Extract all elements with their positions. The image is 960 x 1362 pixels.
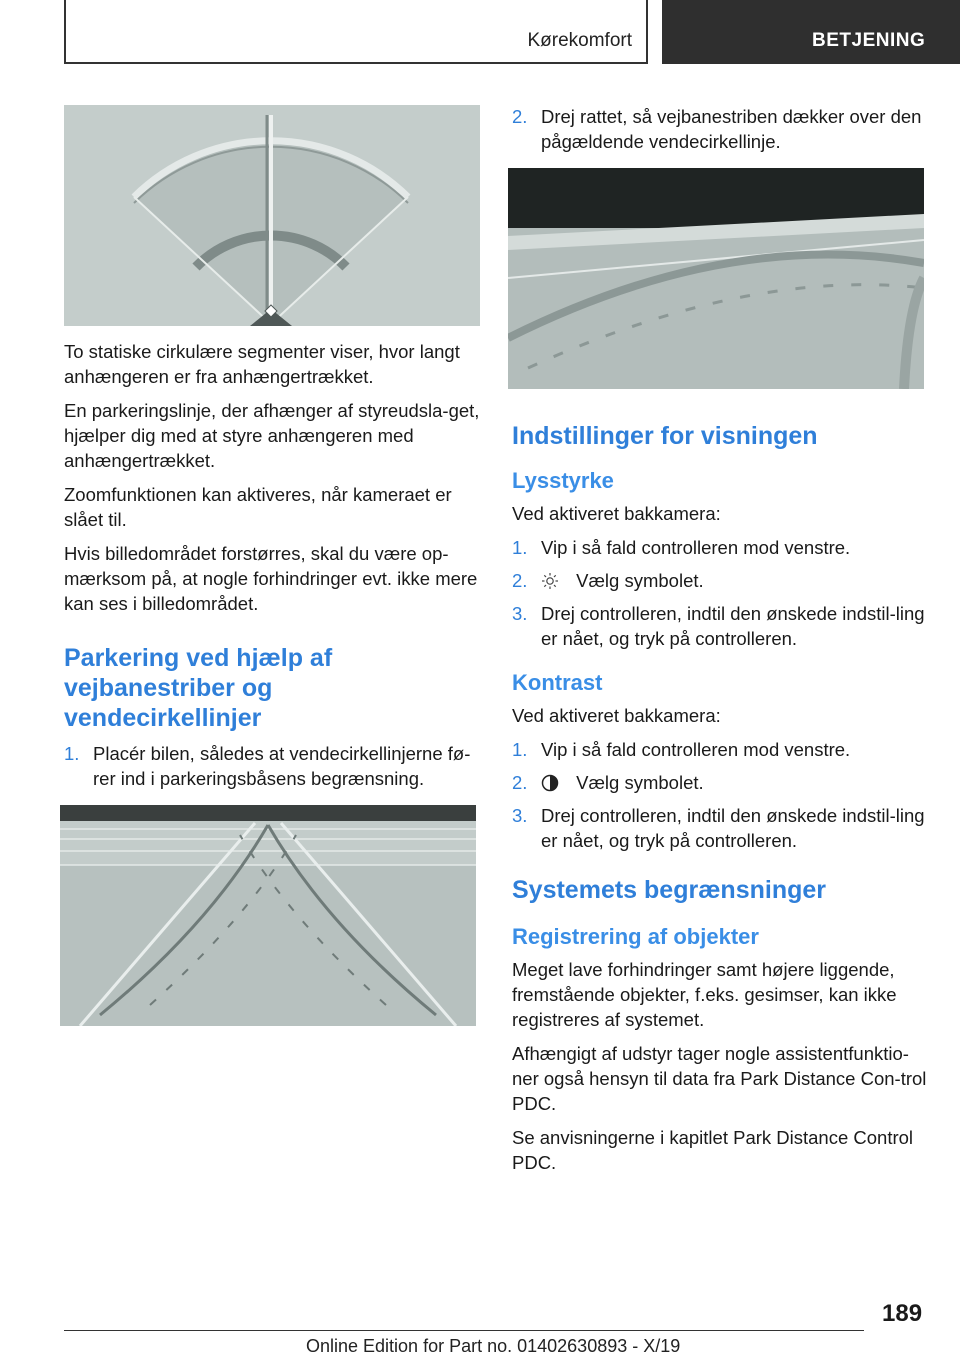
figure-turning-circle-lines bbox=[60, 805, 476, 1026]
header-chapter-title: BETJENING bbox=[812, 30, 926, 51]
step-number: 1. bbox=[512, 537, 528, 558]
left-column bbox=[64, 105, 484, 1026]
step-number: 2. bbox=[512, 106, 528, 127]
list-item bbox=[512, 104, 928, 154]
step-number: 2. bbox=[512, 570, 528, 591]
paragraph: Hvis billedområdet forstørres, skal du være op-mærksom på, at nogle forhindringer evt. ikke mere kan ses i billedområdet. bbox=[64, 543, 478, 614]
step-number: 3. bbox=[512, 603, 528, 624]
paragraph: En parkeringslinje, der afhænger af styreudsla-get, hjælper dig med at styre anhængeren med anhængertrækket. bbox=[64, 400, 480, 471]
page-number: 189 bbox=[882, 1300, 923, 1327]
step-text: Drej controlleren, indtil den ønskede indstil-ling er nået, og tryk på controlleren. bbox=[541, 805, 925, 851]
figure-trailer-segments bbox=[64, 105, 480, 326]
heading-system-limits: Systemets begrænsninger bbox=[512, 876, 826, 904]
list-item bbox=[512, 737, 928, 762]
step-text: Placér bilen, således at vendecirkellinjerne fø-rer ind i parkeringsbåsens begrænsning. bbox=[93, 743, 471, 789]
list-item bbox=[512, 601, 928, 651]
heading-display-settings: Indstillinger for visningen bbox=[512, 422, 818, 450]
step-text: Drej rattet, så vejbanestriben dækker over den pågældende vendecirkellinje. bbox=[541, 106, 922, 152]
header-section-title: Kørekomfort bbox=[527, 30, 632, 51]
header-chapter-tab bbox=[662, 0, 960, 64]
heading-parking-lines: Parkering ved hjælp af vejbanestriber og vendecirkellinjer bbox=[64, 644, 333, 732]
step-text: Vip i så fald controlleren mod venstre. bbox=[541, 537, 851, 558]
heading-brightness: Lysstyrke bbox=[512, 468, 614, 493]
header-section-box bbox=[64, 0, 648, 64]
step-text: Vip i så fald controlleren mod venstre. bbox=[541, 739, 851, 760]
step-text: Drej controlleren, indtil den ønskede indstil-ling er nået, og tryk på controlleren. bbox=[541, 603, 925, 649]
list-item bbox=[512, 535, 928, 560]
list-item bbox=[64, 741, 484, 791]
paragraph: Ved aktiveret bakkamera: bbox=[512, 503, 721, 524]
step-number: 2. bbox=[512, 772, 528, 793]
list-item bbox=[512, 770, 928, 795]
list-item bbox=[512, 803, 928, 853]
footer-divider bbox=[64, 1330, 864, 1331]
paragraph: Zoomfunktionen kan aktiveres, når kameraet er slået til. bbox=[64, 484, 452, 530]
paragraph: Se anvisningerne i kapitlet Park Distance Control PDC. bbox=[512, 1127, 914, 1173]
half-circle-contrast-icon bbox=[541, 773, 559, 791]
step-number: 1. bbox=[64, 743, 80, 764]
footer-edition: Online Edition for Part no. 01402630893 - X/19 bbox=[306, 1336, 681, 1356]
step-text: Vælg symbolet. bbox=[576, 772, 704, 793]
paragraph: Ved aktiveret bakkamera: bbox=[512, 705, 721, 726]
contrast-steps-list bbox=[512, 737, 928, 853]
parking-steps-list-continued bbox=[512, 104, 928, 154]
brightness-steps-list bbox=[512, 535, 928, 651]
paragraph: Afhængigt af udstyr tager nogle assistentfunktio-ner også hensyn til data fra Park Distance Con-trol PDC. bbox=[512, 1043, 927, 1114]
step-number: 3. bbox=[512, 805, 528, 826]
step-number: 1. bbox=[512, 739, 528, 760]
heading-contrast: Kontrast bbox=[512, 670, 603, 695]
heading-object-detection: Registrering af objekter bbox=[512, 924, 759, 949]
right-column bbox=[512, 104, 928, 1184]
paragraph: Meget lave forhindringer samt højere liggende, fremstående objekter, f.eks. gesimser, kan ikke registreres af systemet. bbox=[512, 959, 897, 1030]
sun-icon bbox=[541, 571, 559, 589]
step-text: Vælg symbolet. bbox=[576, 570, 704, 591]
figure-lane-line-over-circle bbox=[508, 168, 924, 389]
parking-steps-list bbox=[64, 741, 484, 791]
paragraph: To statiske cirkulære segmenter viser, hvor langt anhængeren er fra anhængertrækket. bbox=[64, 341, 460, 387]
list-item bbox=[512, 568, 928, 593]
